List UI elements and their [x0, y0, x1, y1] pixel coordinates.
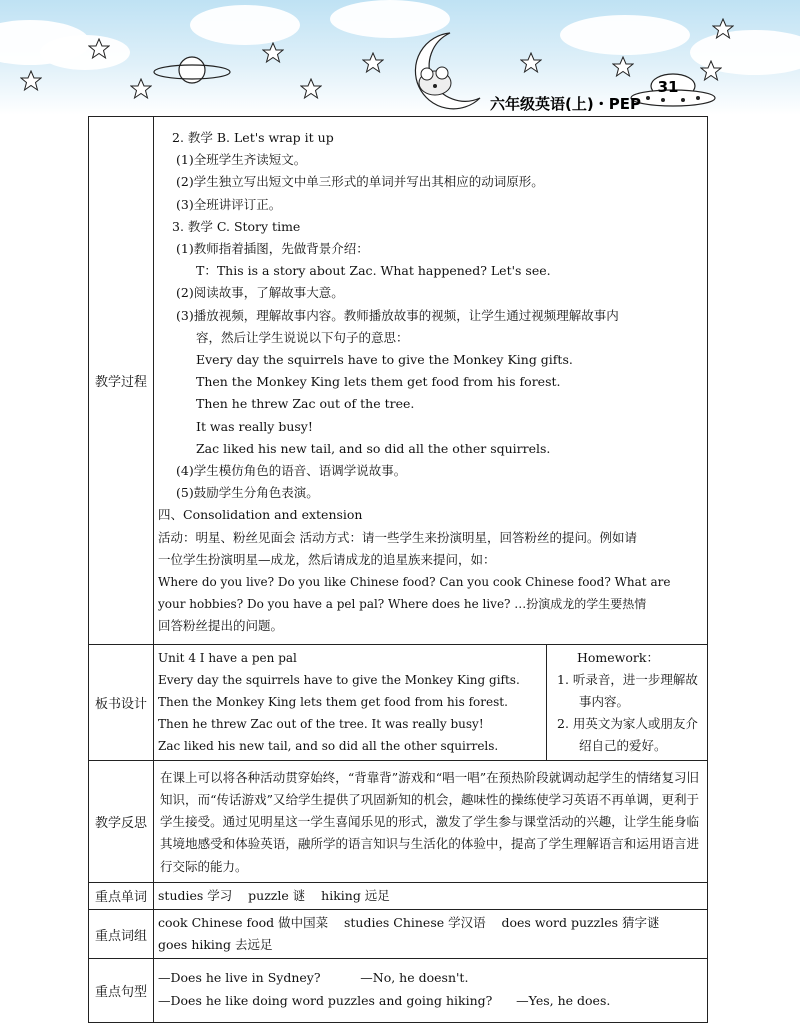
star-icon [130, 78, 152, 100]
text-line: (1)教师指着插图，先做背景介绍： [176, 241, 369, 257]
text-line: 四、Consolidation and extension [158, 507, 363, 523]
row-key-words [89, 882, 708, 909]
key-sentences [154, 959, 707, 1021]
text-line: Zac liked his new tail, and so did all the other squirrels. [158, 739, 499, 754]
text-line: (4)学生模仿角色的语音、语调学说故事。 [176, 463, 407, 479]
text-line: 活动：明星、粉丝见面会 活动方式：请一些学生来扮演明星，回答粉丝的提问。例如请 [158, 529, 637, 545]
text-line: 回答粉丝提出的问题。 [158, 618, 284, 634]
star-icon [520, 52, 542, 74]
row-key-phrases [89, 909, 708, 958]
page-number: 31 [657, 78, 679, 96]
row-teaching-process [89, 117, 708, 645]
row-label: 重点句型 [89, 959, 154, 1022]
reflection-text: 在课上可以将各种活动贯穿始终，“背靠背”游戏和“唱一唱”在预热阶段就调动起学生的情绪复习旧知识，而“传话游戏”又给学生提供了巩固新知的机会，趣味性的操练使学习英语不再单调，更利于学生接受。通过见明星这一学生喜闻乐见的形式，激发了学生参与课堂活动的兴趣，让学生能身临其境地感受和体验英语，融所学的语言知识与生活化的体验中，提高了学生理解语言和运用语言进行交际的能力。 [160, 769, 699, 874]
text-line: Every day the squirrels have to give the Monkey King gifts. [158, 672, 520, 687]
homework-box [547, 645, 707, 760]
row-label: 板书设计 [89, 644, 154, 760]
star-icon [88, 38, 110, 60]
text-line: Then he threw Zac out of the tree. It was really busy! [158, 717, 484, 732]
text-line: (2)阅读故事，了解故事大意。 [176, 285, 344, 301]
text-line: T：This is a story about Zac. What happened? Let's see. [196, 263, 551, 279]
moon-mouse-icon [395, 28, 485, 113]
text-line: 3. 教学 C. Story time [172, 218, 301, 234]
book-title: 六年级英语(上)・PEP [490, 95, 641, 113]
text-line: Every day the squirrels have to give the Monkey King gifts. [196, 352, 573, 368]
row-board-design [89, 644, 708, 760]
homework-title: Homework： [577, 649, 659, 665]
text-line: —Does he live in Sydney? —No, he doesn't. [158, 970, 469, 986]
homework-item: 2. 用英文为家人或朋友介绍自己的爱好。 [557, 716, 698, 754]
process-content [154, 117, 707, 644]
star-icon [262, 42, 284, 64]
text-line: (2)学生独立写出短文中单三形式的单词并写出其相应的动词原形。 [176, 174, 544, 190]
text-line: It was really busy! [196, 418, 313, 434]
text-line: Then the Monkey King lets them get food from his forest. [196, 374, 561, 390]
text-line: 一位学生扮演明星—成龙，然后请成龙的追星族来提问，如： [158, 551, 496, 567]
row-label: 重点单词 [89, 882, 154, 909]
row-key-sentences [89, 959, 708, 1022]
text-line: Where do you live? Do you like Chinese food? Can you cook Chinese food? What are [158, 575, 671, 590]
board-content [154, 645, 546, 760]
text-line: Then he threw Zac out of the tree. [196, 396, 415, 412]
star-icon [300, 78, 322, 100]
row-label: 重点词组 [89, 909, 154, 958]
text-line: (5)鼓励学生分角色表演。 [176, 485, 319, 501]
text-line: your hobbies? Do you have a pel pal? Where does he live? …扮演成龙的学生要热情 [158, 597, 647, 612]
star-icon [362, 52, 384, 74]
text-line: (3)播放视频，理解故事内容。教师播放故事的视频，让学生通过视频理解故事内 [176, 307, 619, 323]
text-line: 容，然后让学生说说以下句子的意思： [196, 329, 409, 345]
text-line: 2. 教学 B. Let's wrap it up [172, 130, 334, 145]
homework-item: 1. 听录音，进一步理解故事内容。 [557, 671, 698, 710]
text-line: —Does he like doing word puzzles and going hiking? —Yes, he does. [158, 992, 611, 1008]
star-icon [20, 70, 42, 92]
text-line: Zac liked his new tail, and so did all the other squirrels. [196, 440, 551, 456]
row-label: 教学过程 [89, 117, 154, 645]
star-icon [712, 18, 734, 40]
text-line: Then the Monkey King lets them get food from his forest. [158, 695, 508, 710]
planet-icon [152, 50, 232, 90]
lesson-plan-table [88, 116, 708, 1023]
text-line: Unit 4 I have a pen pal [158, 650, 297, 665]
text-line: (1)全班学生齐读短文。 [176, 152, 307, 168]
text-line: (3)全班讲评订正。 [176, 196, 282, 212]
key-phrases-text: cook Chinese food 做中国菜 studies Chinese 学汉语 does word puzzles 猜字谜 goes hiking 去远足 [158, 914, 676, 953]
row-reflection [89, 760, 708, 882]
row-label: 教学反思 [89, 760, 154, 882]
key-words-text: studies 学习 puzzle 谜 hiking 远足 [158, 887, 390, 903]
board-inner-table [154, 645, 707, 760]
page-header [0, 0, 800, 115]
